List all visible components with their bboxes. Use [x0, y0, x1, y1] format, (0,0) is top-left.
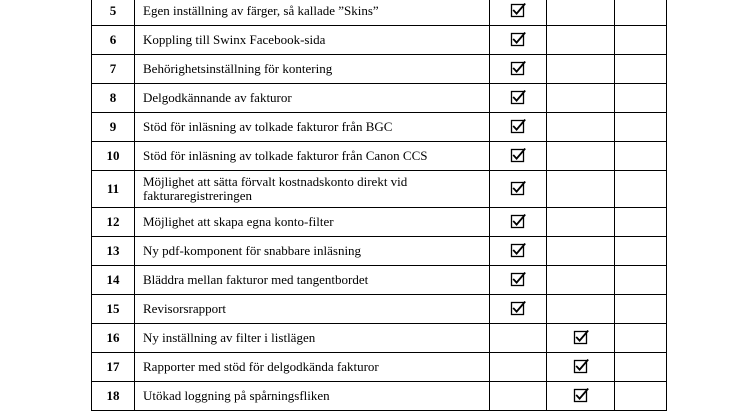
feature-description: Utökad loggning på spårningsfliken — [135, 382, 490, 411]
feature-description: Revisorsrapport — [135, 295, 490, 324]
table-row — [92, 382, 667, 411]
checkbox-checked-icon — [510, 243, 526, 259]
table-row — [92, 353, 667, 382]
feature-description: Egen inställning av färger, så kallade ”Skins” — [135, 0, 490, 26]
row-number: 14 — [92, 266, 135, 295]
row-number: 16 — [92, 324, 135, 353]
check-cell-2 — [547, 55, 615, 84]
checkbox-checked-icon — [573, 330, 589, 346]
check-cell-2 — [547, 382, 615, 411]
table-row — [92, 208, 667, 237]
check-cell-2 — [547, 237, 615, 266]
check-cell-1 — [490, 353, 547, 382]
checkbox-checked-icon — [510, 3, 526, 19]
checkbox-checked-icon — [510, 301, 526, 317]
row-number: 18 — [92, 382, 135, 411]
check-cell-1 — [490, 171, 547, 208]
table-row — [92, 55, 667, 84]
check-cell-1 — [490, 113, 547, 142]
check-cell-1 — [490, 0, 547, 26]
checkbox-checked-icon — [510, 148, 526, 164]
check-cell-2 — [547, 266, 615, 295]
check-cell-3 — [615, 208, 667, 237]
row-number: 11 — [92, 171, 135, 208]
feature-table — [91, 0, 667, 411]
check-cell-1 — [490, 208, 547, 237]
table-row — [92, 0, 667, 26]
check-cell-1 — [490, 295, 547, 324]
check-cell-3 — [615, 113, 667, 142]
check-cell-2 — [547, 353, 615, 382]
checkbox-checked-icon — [510, 272, 526, 288]
checkbox-checked-icon — [510, 214, 526, 230]
table-row — [92, 324, 667, 353]
check-cell-2 — [547, 113, 615, 142]
check-cell-2 — [547, 295, 615, 324]
row-number: 15 — [92, 295, 135, 324]
check-cell-3 — [615, 26, 667, 55]
table-row — [92, 26, 667, 55]
table-row — [92, 84, 667, 113]
checkbox-checked-icon — [510, 119, 526, 135]
check-cell-3 — [615, 84, 667, 113]
check-cell-2 — [547, 142, 615, 171]
check-cell-1 — [490, 84, 547, 113]
row-number: 10 — [92, 142, 135, 171]
check-cell-1 — [490, 324, 547, 353]
table-row — [92, 142, 667, 171]
checkbox-checked-icon — [510, 32, 526, 48]
check-cell-1 — [490, 26, 547, 55]
feature-description: Ny pdf-komponent för snabbare inläsning — [135, 237, 490, 266]
checkbox-checked-icon — [510, 181, 526, 197]
table-row — [92, 295, 667, 324]
table-row — [92, 266, 667, 295]
feature-description: Bläddra mellan fakturor med tangentbordet — [135, 266, 490, 295]
feature-description: Behörighetsinställning för kontering — [135, 55, 490, 84]
checkbox-checked-icon — [510, 90, 526, 106]
feature-description: Stöd för inläsning av tolkade fakturor från Canon CCS — [135, 142, 490, 171]
feature-description: Koppling till Swinx Facebook-sida — [135, 26, 490, 55]
check-cell-2 — [547, 26, 615, 55]
row-number: 7 — [92, 55, 135, 84]
check-cell-1 — [490, 382, 547, 411]
feature-description: Delgodkännande av fakturor — [135, 84, 490, 113]
check-cell-3 — [615, 324, 667, 353]
check-cell-3 — [615, 382, 667, 411]
table-row — [92, 113, 667, 142]
checkbox-checked-icon — [573, 388, 589, 404]
check-cell-3 — [615, 0, 667, 26]
check-cell-2 — [547, 171, 615, 208]
feature-description: Möjlighet att sätta förvalt kostnadskonto direkt vid fakturaregistreringen — [135, 171, 490, 208]
check-cell-3 — [615, 171, 667, 208]
checkbox-checked-icon — [510, 61, 526, 77]
row-number: 9 — [92, 113, 135, 142]
check-cell-3 — [615, 266, 667, 295]
check-cell-2 — [547, 208, 615, 237]
check-cell-3 — [615, 237, 667, 266]
check-cell-3 — [615, 142, 667, 171]
feature-table-body — [92, 0, 667, 411]
check-cell-2 — [547, 0, 615, 26]
check-cell-1 — [490, 142, 547, 171]
check-cell-1 — [490, 266, 547, 295]
check-cell-1 — [490, 237, 547, 266]
check-cell-3 — [615, 353, 667, 382]
feature-description: Möjlighet att skapa egna konto-filter — [135, 208, 490, 237]
check-cell-3 — [615, 55, 667, 84]
check-cell-2 — [547, 324, 615, 353]
feature-description: Ny inställning av filter i listlägen — [135, 324, 490, 353]
row-number: 13 — [92, 237, 135, 266]
row-number: 5 — [92, 0, 135, 26]
check-cell-2 — [547, 84, 615, 113]
row-number: 6 — [92, 26, 135, 55]
checkbox-checked-icon — [573, 359, 589, 375]
row-number: 17 — [92, 353, 135, 382]
feature-description: Stöd för inläsning av tolkade fakturor från BGC — [135, 113, 490, 142]
row-number: 12 — [92, 208, 135, 237]
table-row — [92, 237, 667, 266]
table-row — [92, 171, 667, 208]
feature-description: Rapporter med stöd för delgodkända fakturor — [135, 353, 490, 382]
check-cell-1 — [490, 55, 547, 84]
row-number: 8 — [92, 84, 135, 113]
check-cell-3 — [615, 295, 667, 324]
